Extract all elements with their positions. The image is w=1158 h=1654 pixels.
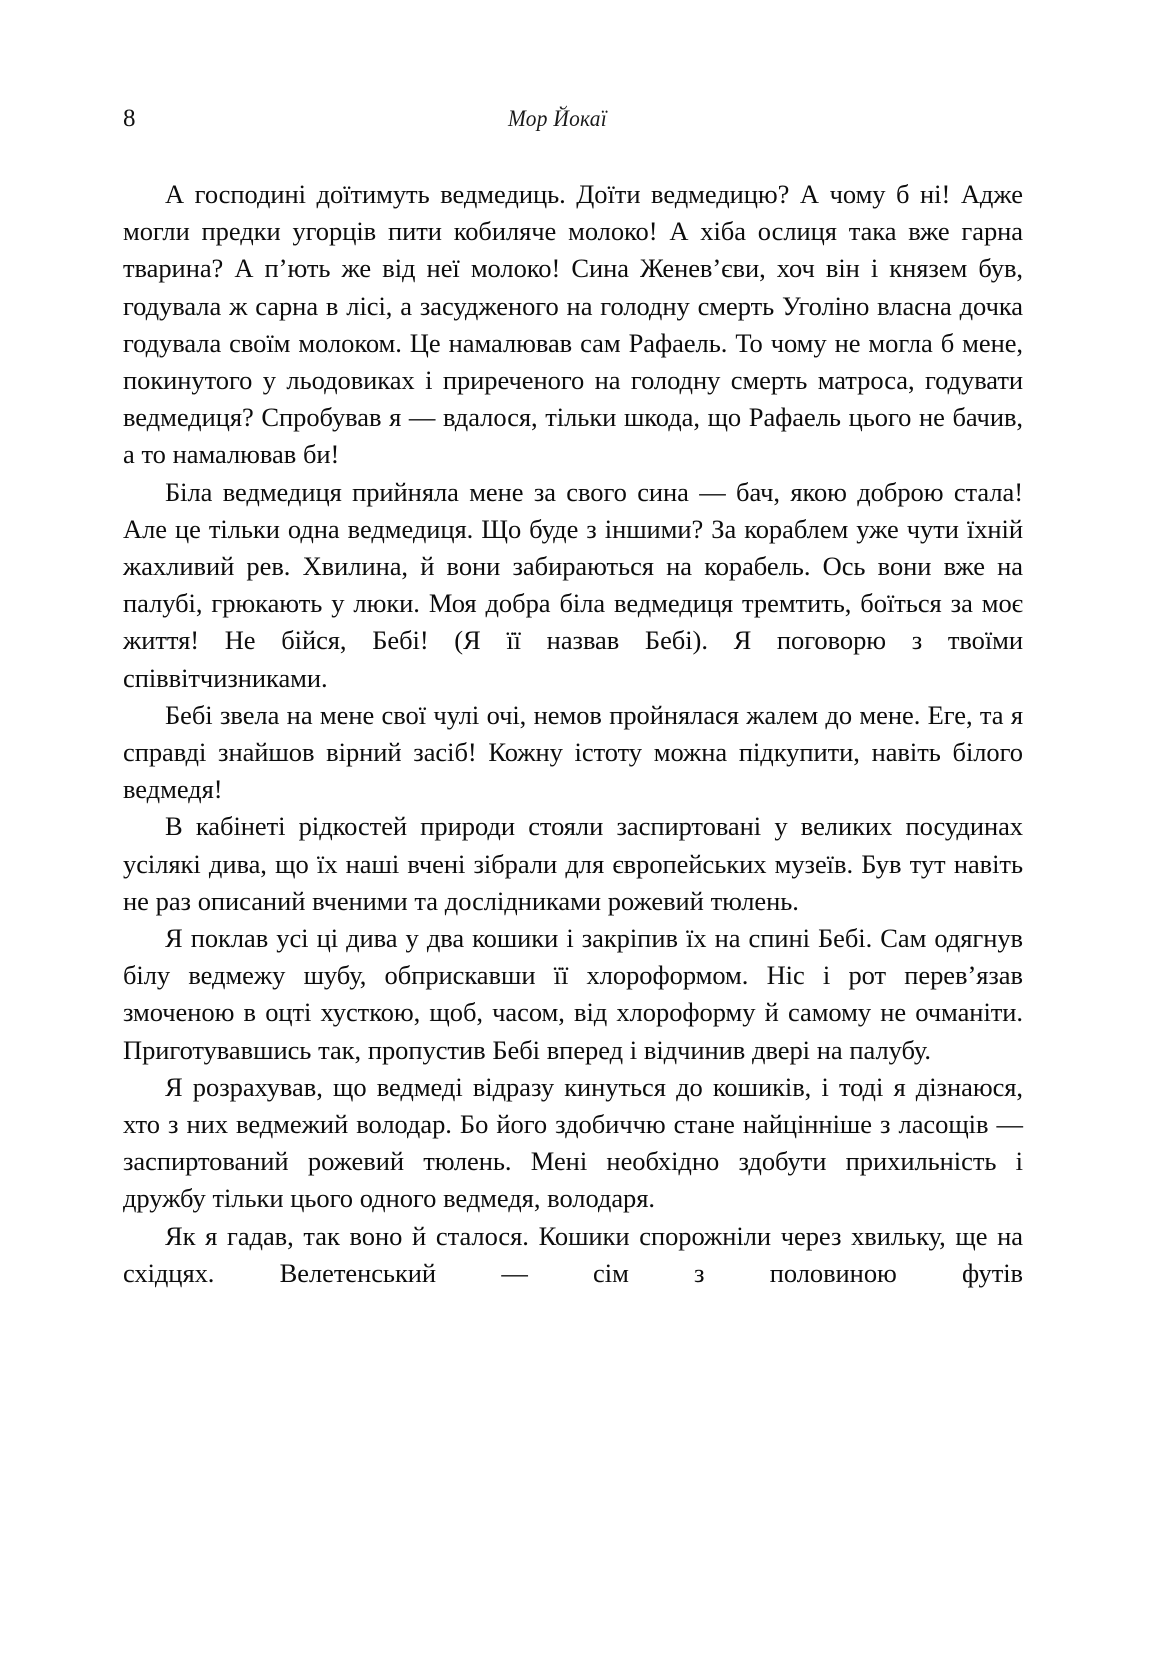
running-head — [123, 106, 1022, 140]
paragraph: А господині доїтимуть ведмедиць. Доїти ведмедицю? А чому б ні! Адже могли предки угорців пити кобиляче молоко! А хіба ослиця така вже гарна тварина? А п’ють же від неї молоко! Сина Женев’єви, хоч він і князем був, годувала ж сарна в лісі, а засудженого на голодну смерть Уголіно власна дочка годувала своїм молоком. Це намалював сам Рафаель. То чому не могла б мене, покинутого у льодовиках і приреченого на голодну смерть матроса, годувати ведмедиця? Спробував я — вдалося, тільки шкода, що Рафаель цього не бачив, а то намалював би! — [123, 179, 1023, 470]
paragraph: В кабінеті рідкостей природи стояли заспиртовані у великих посудинах усілякі дива, що їх наші вчені зібрали для європейських музеїв. Був тут навіть не раз описаний вченими та дослідниками рожевий тюлень. — [123, 811, 1023, 916]
running-title: Мор Йокаї — [507, 106, 608, 131]
paragraph: Я розрахував, що ведмеді відразу кинуться до кошиків, і тоді я дізнаюся, хто з них ведмежий володар. Бо його здобиччю стане найцінніше з ласощів — заспиртований рожевий тюлень. Мені необхідно здобути прихильність і дружбу тільки цього одного ведмедя, володаря. — [123, 1071, 1023, 1214]
body-text — [123, 176, 1023, 1292]
paragraph: Я поклав усі ці дива у два кошики і закріпив їх на спині Бебі. Сам одягнув білу ведмежу шубу, обприскавши її хлороформом. Ніс і рот перев’язав змоченою в оцті хусткою, щоб, часом, від хлороформу й самому не очманіти. Приготувавшись так, пропустив Бебі вперед і відчинив двері на палубу. — [123, 923, 1023, 1065]
paragraph: Бебі звела на мене свої чулі очі, немов пройнялася жалем до мене. Еге, та я справді знайшов вірний засіб! Кожну істоту можна підкупити, навіть білого ведмедя! — [123, 699, 1023, 805]
page-number: 8 — [123, 105, 136, 132]
paragraph: Біла ведмедиця прийняла мене за свого сина — бач, якою доброю стала! Але це тільки одна ведмедиця. Що буде з іншими? За кораблем уже чути їхній жахливий рев. Хвилина, й вони забираються на корабель. Ось вони вже на палубі, грюкають у люки. Моя добра біла ведмедиця тремтить, боїться за моє життя! Не бійся, Бебі! (Я її назвав Бебі). Я поговорю з твоїми співвітчизниками. — [123, 476, 1023, 693]
paragraph: Як я гадав, так воно й сталося. Кошики спорожніли через хвильку, ще на східцях. Велетенський — сім з половиною футів — [123, 1220, 1023, 1288]
